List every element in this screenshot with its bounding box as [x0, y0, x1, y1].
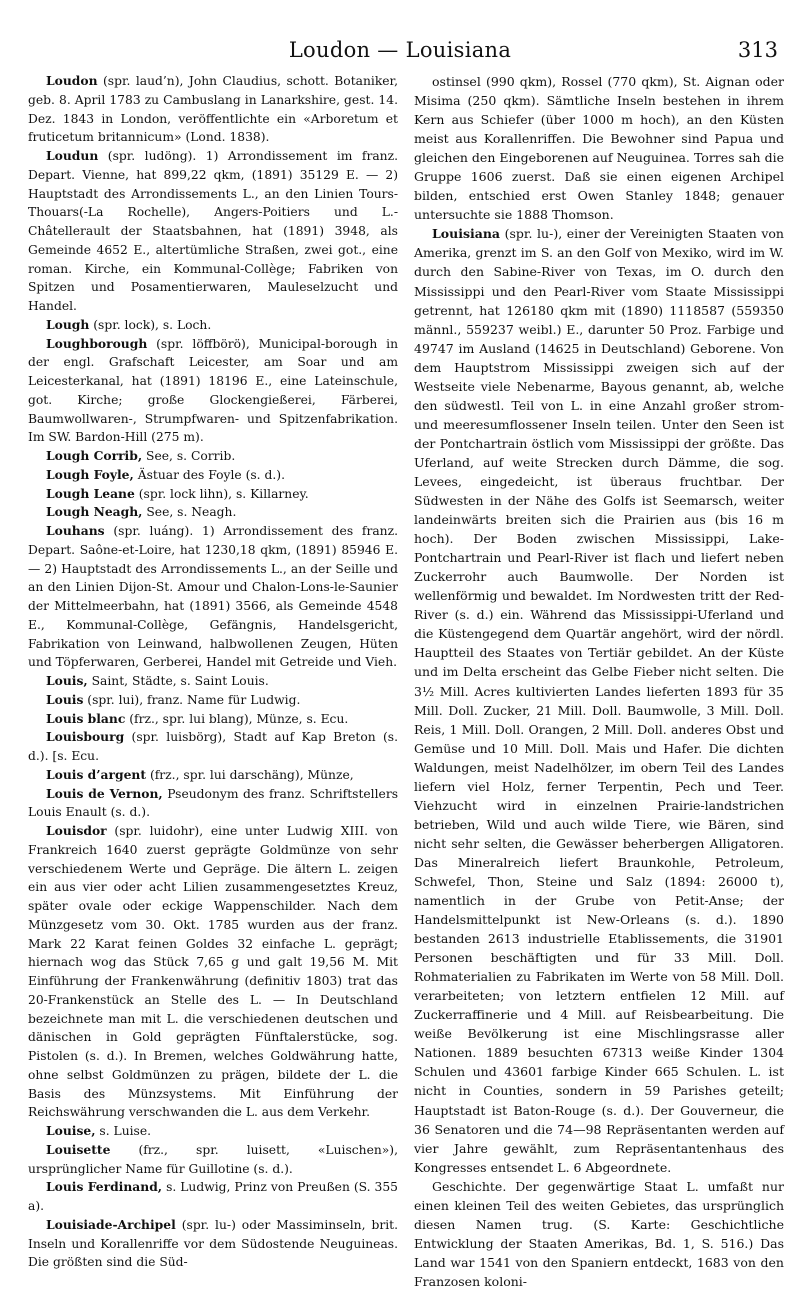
entry-text: (spr. luidohr), eine unter Ludwig XIII. von Frankreich 1640 zuerst geprägte Goldmünze von sehr verschiedenem Werte und Gepräge. Die ältern L. zeigen ein aus vier oder acht Lilien zusammengesetztes Kreuz, später ovale oder eckige Wappenschilder. Nach dem Münzgesetz vom 30. Okt. 1785 wurden aus der franz. Mark 22 Karat feinen Goldes 32 einfache L. geprägt; hiernach wog das Stück 7,65 g und galt 19,56 M. Mit Einführung der Frankenwährung (definitiv 1803) trat das 20-Frankenstück an Stelle des L. — In Deutschland bezeichnete man mit L. die verschiedenen deutschen und dänischen in Gold geprägten Fünftalerstücke, sog. Pistolen (s. d.). In Bremen, welches Goldwährung hatte, ohne selbst Goldmünzen zu prägen, bildete der L. die Basis des Münzsystems. Mit Einführung der Reichswährung verschwanden die L. aus dem Verkehr.: [28, 824, 398, 1120]
entry-headword: Lough Corrib,: [46, 448, 143, 463]
right-column: [414, 72, 784, 1291]
entry-text: ostinsel (990 qkm), Rossel (770 qkm), St. Aignan oder Misima (250 qkm). Sämtliche Inseln bestehen in ihrem Kern aus Schiefer (über 1000 m hoch), an den Küsten meist aus Korallenriffen. Die Bewohner sind Papua und gleichen den Eingeborenen auf Neuguinea. Torres sah die Gruppe 1606 zuerst. Daß sie einen eigenen Archipel bilden, entschied erst Owen Stanley 1848; genauer untersuchte sie 1888 Thomson.: [414, 74, 784, 223]
entry-text: (frz., spr. lui darschäng), Münze,: [146, 767, 354, 782]
dictionary-entry: [28, 485, 398, 504]
dictionary-entry: [28, 316, 398, 335]
entry-text: Pseudonym des franz. Schriftstellers Louis Enault (s. d.).: [28, 786, 399, 820]
dictionary-entry: [28, 335, 398, 448]
entry-headword: Loughborough: [46, 335, 148, 351]
page-header: [0, 0, 800, 66]
dictionary-entry: [28, 766, 398, 785]
dictionary-entry: [414, 72, 784, 224]
running-head: Loudon — Louisiana: [288, 38, 512, 62]
dictionary-entry: [28, 503, 398, 522]
entry-text: (frz., spr. lui blang), Münze, s. Ecu.: [125, 711, 349, 726]
entry-text: s. Ludwig, Prinz von Preußen (S. 355 a).: [28, 1180, 398, 1213]
left-column: [28, 72, 398, 1272]
entry-headword: Lough: [46, 316, 90, 332]
entry-text: (spr. lock), s. Loch.: [89, 317, 212, 332]
entry-text: (spr. laud’n), John Claudius, schott. Botaniker, geb. 8. April 1783 zu Cambuslang in Lanarkshire, gest. 14. Dez. 1843 in London, veröffentlichte ein «Arboretum et fruticetum britannicum» (Lond. 1838).: [28, 74, 398, 145]
entry-headword: Louis d’argent: [46, 766, 147, 782]
dictionary-entry: [28, 1216, 398, 1272]
entry-headword: Louisdor: [46, 823, 107, 838]
entry-headword: Louis: [46, 691, 84, 707]
entry-headword: Loudon: [46, 73, 98, 88]
entry-text: Geschichte. Der gegenwärtige Staat L. umfaßt nur einen kleinen Teil des weiten Gebietes, das ursprünglich diesen Namen trug. (S. Karte: Geschichtliche Entwicklung der Staaten Amerikas, Bd. 1, S. 516.) Das Land war 1541 von den Spaniern entdeckt, 1683 von den Franzosen koloni-: [414, 1178, 784, 1289]
entry-headword: Louhans: [46, 523, 105, 538]
entry-headword: Lough Foyle,: [46, 466, 134, 482]
dictionary-entry: [28, 466, 398, 485]
entry-text: Ästuar des Foyle (s. d.).: [133, 467, 285, 482]
entry-headword: Lough Neagh,: [46, 504, 143, 520]
entry-headword: Louis Ferdinand,: [46, 1179, 163, 1195]
entry-text: Saint, Städte, s. Saint Louis.: [87, 674, 269, 688]
entry-text: (frz., spr. luisett, «Luischen»), ursprünglicher Name für Guillotine (s. d.).: [28, 1142, 398, 1176]
entry-headword: Louise,: [46, 1123, 96, 1138]
dictionary-entry: [28, 1178, 398, 1216]
dictionary-entry: [28, 672, 398, 691]
dictionary-entry: [28, 147, 398, 316]
dictionary-entry: [28, 522, 398, 672]
entry-text: See, s. Neagh.: [142, 505, 237, 520]
dictionary-entry: [28, 785, 398, 823]
dictionary-entry: [414, 1177, 784, 1291]
entry-headword: Louisiana: [432, 226, 501, 242]
entry-text: (spr. ludöng). 1) Arrondissement im franz. Depart. Vienne, hat 899,22 qkm, (1891) 35129 E. — 2) Hauptstadt des Arrondissements L., an den Linien Tours-Thouars(-La Rochelle), Angers-Poitiers und L.-Châtellerault der Staatsbahnen, hat (1891) 3948, als Gemeinde 4652 E., altertümliche Straßen, zwei got., eine roman. Kirche, ein Kommunal-Collège; Fabriken von Spitzen und Posamentierwaren, Mauleselzucht und Handel.: [28, 149, 398, 313]
entry-text: (spr. lock lihn), s. Killarney.: [134, 486, 309, 501]
dictionary-entry: [414, 224, 784, 1176]
dictionary-entry: [28, 691, 398, 710]
dictionary-entry: [28, 1122, 398, 1141]
entry-headword: Louis blanc: [46, 710, 126, 726]
dictionary-entry: [28, 447, 398, 466]
entry-text: (spr. lu-), einer der Vereinigten Staaten von Amerika, grenzt im S. an den Golf von Mexiko, wird im W. durch den Sabine-River von Texas, im O. durch den Mississippi und den Pearl-River vom Staate Mississippi getrennt, hat 126180 qkm mit (1890) 1118587 (559350 männl., 559237 weibl.) E., darunter 50 Proz. Farbige und 49747 im Ausland (14625 in Deutschland) Geborene. Von dem Hauptstrom Mississippi zweigen sich auf der Westseite viele Nebenarme, Bayous genannt, ab, welche den südwestl. Teil von L. in eine Anzahl großer strom- und meeresumflossener Inseln teilen. Unter den Seen ist der Pontchartrain östlich vom Mississippi der größte. Das Uferland, auf weite Strecken durch Dämme, die sog. Levees, eingedeicht, ist überaus fruchtbar. Der Südwesten in der Nähe des Golfs ist Seemarsch, weiter landeinwärts breiten sich die Prairien aus (bis 16 m hoch). Der Boden zwischen Mississippi, Lake-Pontchartrain und Pearl-River ist flach und liefert neben Zuckerrohr auch Baumwolle. Der Norden ist wellenförmig und bewaldet. Im Nordwesten tritt der Red-River (s. d.) ein. Während das Mississippi-Uferland und die Küstengegend dem Quartär angehört, wird der nördl. Hauptteil des Staates von Tertiär gebildet. An der Küste und im Delta erscheint das Gelbe Fieber nicht selten. Die 3½ Mill. Acres kultivierten Landes lieferten 1893 für 35 Mill. Doll. Zucker, 21 Mill. Doll. Baumwolle, 3 Mill. Doll. Reis, 1 Mill. Doll. Orangen, 2 Mill. Doll. anderes Obst und Gemüse und 10 Mill. Doll. Mais und Hafer. Die dichten Waldungen, meist Nadelhölzer, im obern Teil des Landes liefern viel Holz, ferner Terpentin, Pech und Teer. Viehzucht wird in einzelnen Prairie-landstrichen betrieben, Wild und auch wilde Tiere, wie Bären, sind nicht sehr selten, die Gewässer beherbergen Alligatoren. Das Mineralreich liefert Braunkohle, Petroleum, Schwefel, Thon, Steine und Salz (1894: 26000 t), namentlich in der Grube von Petit-Anse; der Handelsmittelpunkt ist New-Orleans (s. d.). 1890 bestanden 2613 industrielle Etablissements, die 31901 Personen beschäftigten und für 33 Mill. Doll. Rohmaterialien zu Fabrikaten im Werte von 58 Mill. Doll. verarbeiteten; von letztern entfielen 12 Mill. auf Zuckerraffinerie und 4 Mill. auf Reisbearbeitung. Die weiße Bevölkerung ist eine Mischlingsrasse aller Nationen. 1889 besuchten 67313 weiße Kinder 1304 Schulen und 43601 farbige Kinder 665 Schulen. L. ist nicht in Counties, sondern in 59 Parishes geteilt; Hauptstadt ist Baton-Rouge (s. d.). Der Gouverneur, die 36 Senatoren und die 74—98 Repräsentanten werden auf vier Jahre gewählt, zum Repräsentantenhaus des Kongresses entsendet L. 6 Abgeordnete.: [414, 226, 784, 1175]
entry-headword: Louisbourg: [46, 729, 125, 745]
entry-headword: Lough Leane: [46, 485, 135, 501]
entry-text: (spr. luáng). 1) Arrondissement des franz. Depart. Saône-et-Loire, hat 1230,18 qkm, (1891) 85946 E. — 2) Hauptstadt des Arrondissements L., an der Seille und an den Linien Dijon-St. Amour und Chalon-Lons-le-Saunier der Mittelmeerbahn, hat (1891) 3566, als Gemeinde 4548 E., Kommunal-Collège, Gefängnis, Handelsgericht, Fabrikation von Leinwand, halbwollenen Zeugen, Hüten und Töpferwaren, Gerberei, Handel mit Getreide und Vieh.: [28, 524, 398, 670]
dictionary-entry: [28, 72, 398, 147]
page-number: 313: [737, 38, 778, 62]
entry-text: See, s. Corrib.: [142, 449, 236, 463]
entry-headword: Louisiade-Archipel: [46, 1216, 176, 1232]
dictionary-entry: [28, 710, 398, 729]
entry-headword: Louisette: [46, 1141, 111, 1157]
entry-text: (spr. löffbörö), Municipal-borough in der engl. Grafschaft Leicester, am Soar und am Leicesterkanal, hat (1891) 18196 E., eine Lateinschule, got. Kirche; große Glockengießerei, Färberei, Baumwollwaren-, Strumpfwaren- und Spitzenfabrikation. Im SW. Bardon-Hill (275 m).: [28, 336, 398, 445]
entry-headword: Loudun: [46, 148, 99, 163]
entry-text: (spr. lui), franz. Name für Ludwig.: [83, 692, 301, 707]
dictionary-entry: [28, 1141, 398, 1179]
entry-headword: Louis,: [46, 673, 88, 688]
entry-headword: Louis de Vernon,: [46, 785, 163, 801]
dictionary-entry: [28, 728, 398, 766]
entry-text: (spr. lu-) oder Massiminseln, brit. Inseln und Korallenriffe vor dem Südostende Neuguineas. Die größten sind die Süd-: [28, 1217, 398, 1270]
dictionary-entry: [28, 822, 398, 1122]
entry-text: (spr. luisbörg), Stadt auf Kap Breton (s. d.). [s. Ecu.: [28, 730, 398, 763]
entry-text: s. Luise.: [95, 1124, 152, 1138]
